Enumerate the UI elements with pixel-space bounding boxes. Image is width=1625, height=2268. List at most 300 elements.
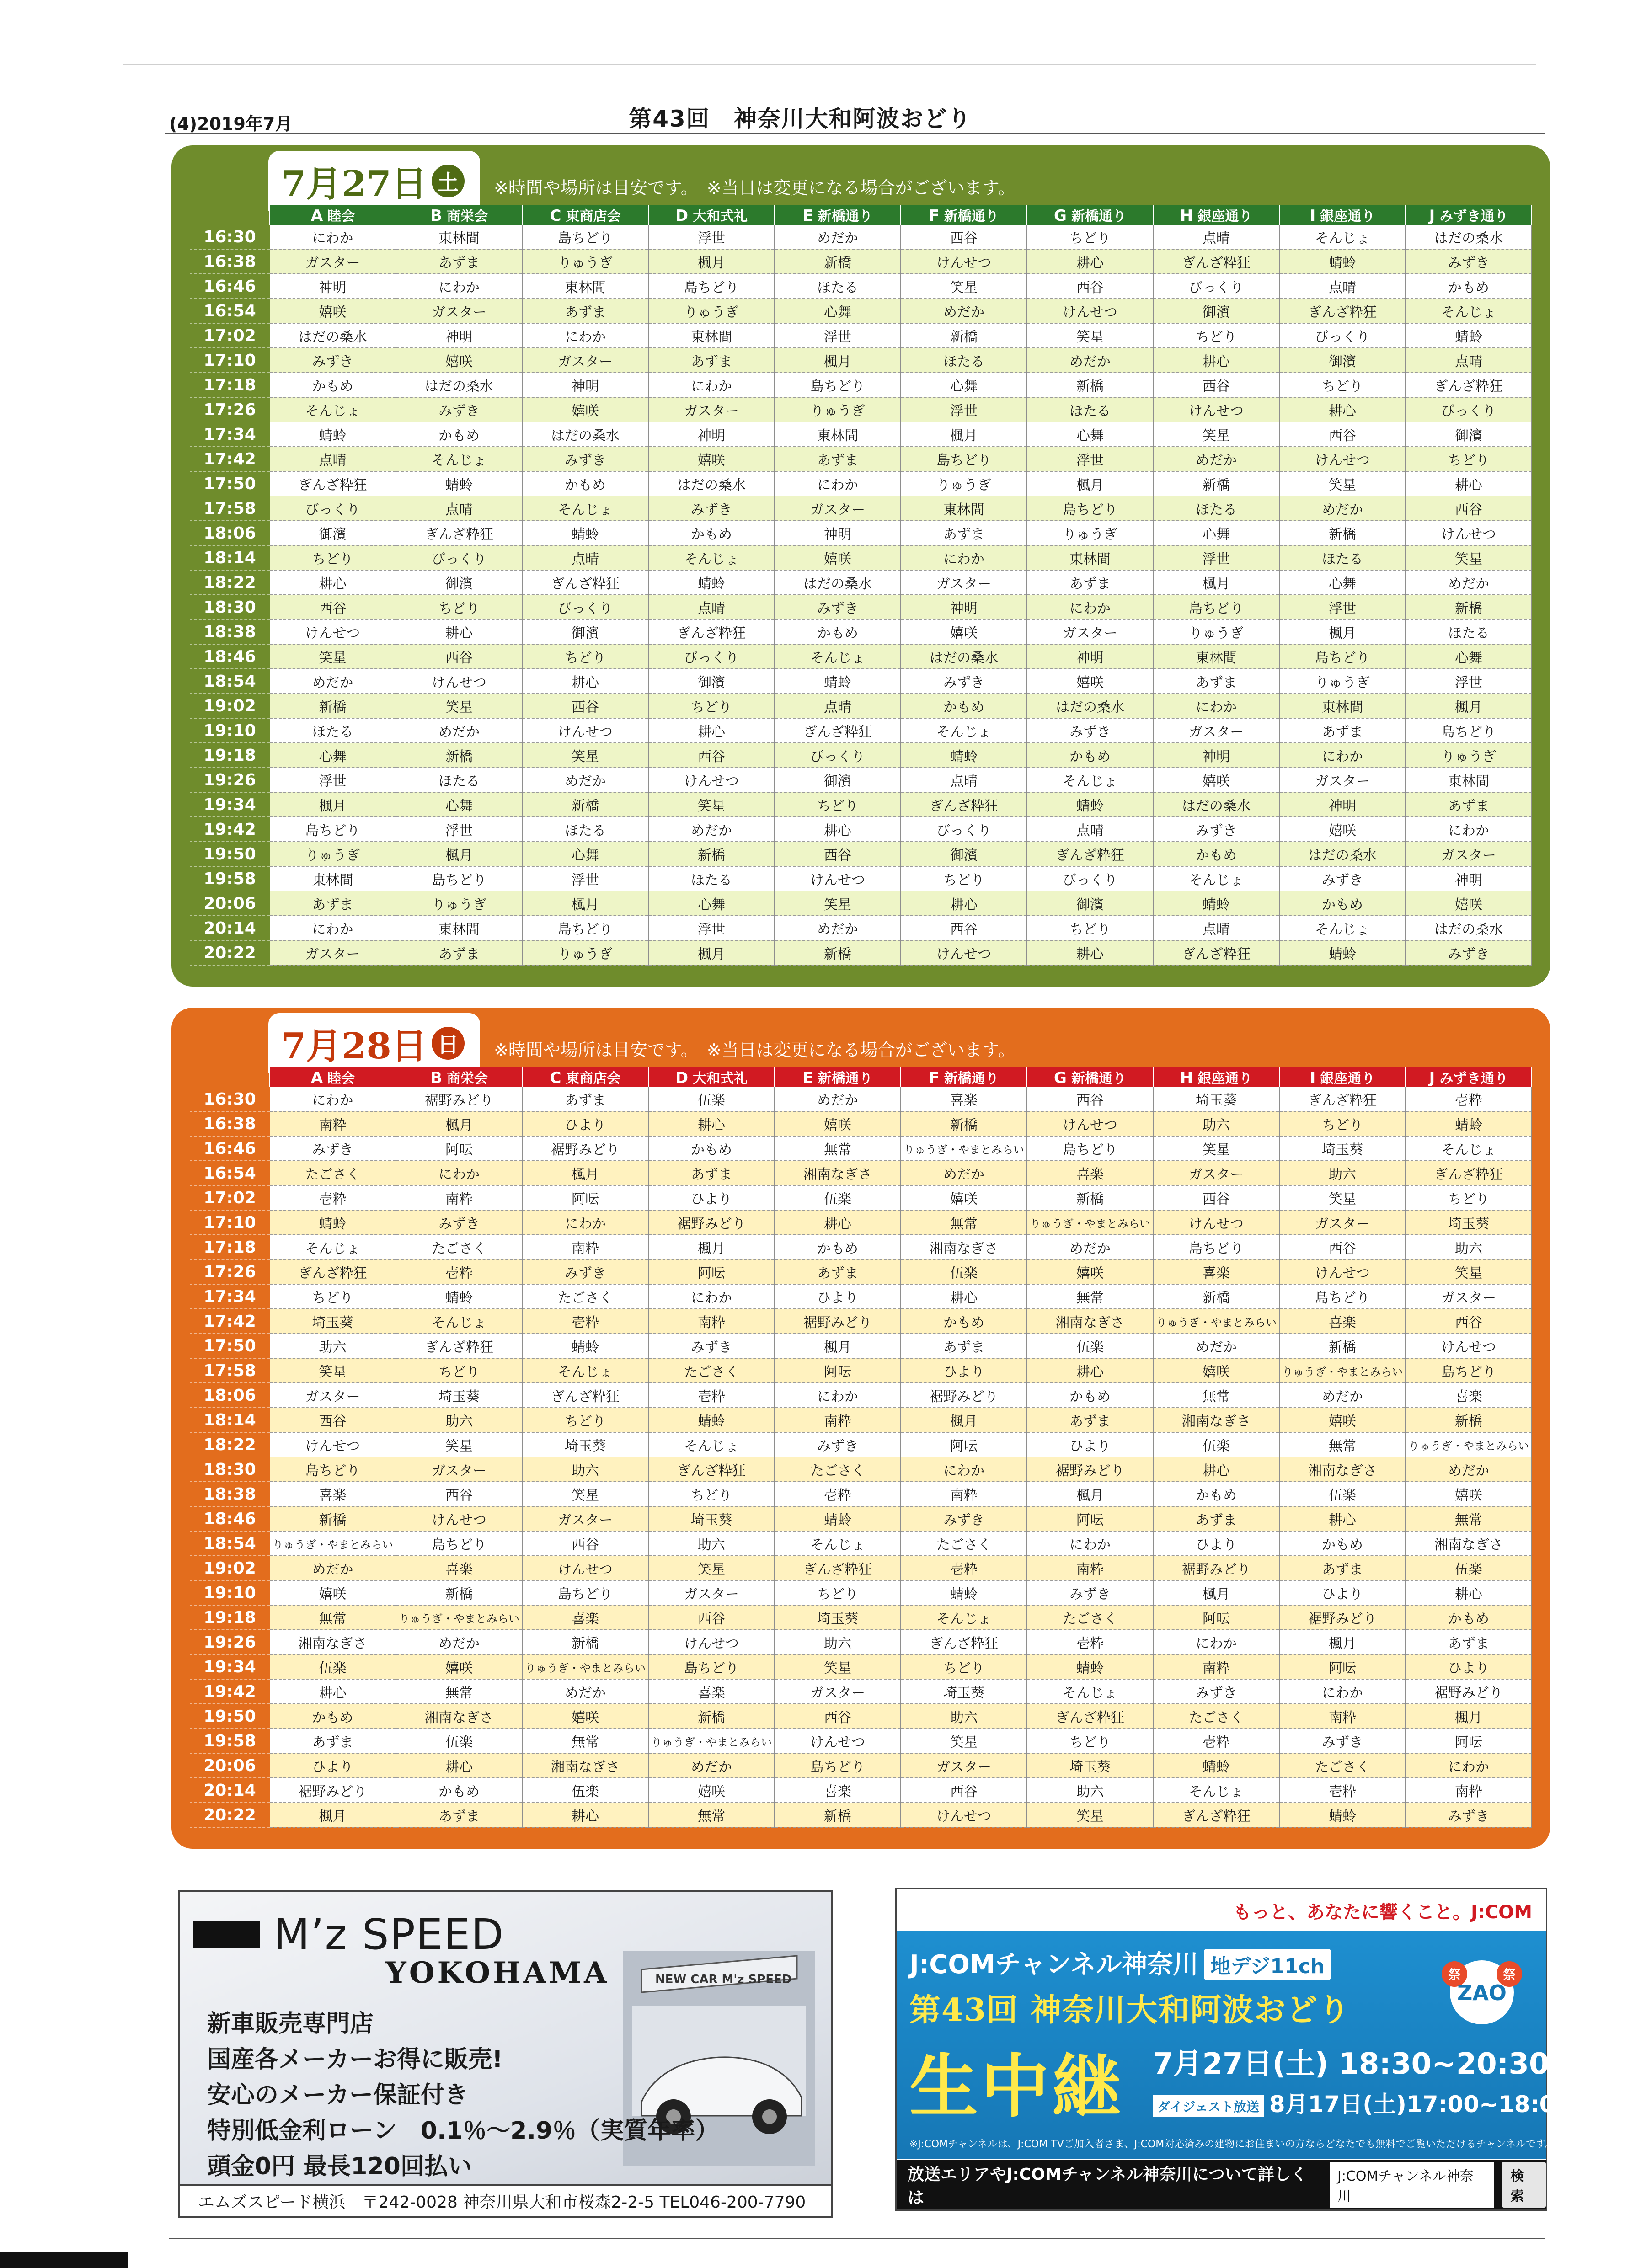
schedule-row [190, 595, 1532, 619]
team-cell: 嬉咲 [1406, 1482, 1532, 1506]
team-cell: 神明 [775, 521, 901, 545]
team-cell: 蜻蛉 [901, 1580, 1027, 1605]
team-cell: ガスター [522, 1506, 648, 1531]
team-cell: そんじょ [901, 718, 1027, 743]
team-cell: 新橋 [522, 1630, 648, 1654]
schedule-row [190, 1358, 1532, 1383]
team-cell: けんせつ [1153, 397, 1279, 422]
team-cell: みずき [522, 1259, 648, 1284]
team-cell: あずま [648, 348, 775, 373]
team-cell: りゅうぎ・やまとみらい [648, 1729, 775, 1753]
column-name: 新橋通り [944, 1071, 999, 1087]
schedule-row [190, 1210, 1532, 1235]
team-cell: 裾野みどり [648, 1210, 775, 1235]
team-cell: 笑星 [775, 891, 901, 916]
time-cell: 17:34 [190, 1284, 270, 1309]
column-name: 銀座通り [1320, 208, 1375, 224]
team-cell: 伍楽 [1153, 1432, 1279, 1457]
team-cell: かもめ [1279, 1531, 1406, 1556]
team-cell: かもめ [648, 1136, 775, 1161]
time-cell: 19:50 [190, 1704, 270, 1729]
team-cell: かもめ [775, 1235, 901, 1259]
team-cell: 耕心 [1279, 1506, 1406, 1531]
team-cell: 浮世 [1027, 447, 1153, 471]
team-cell: 蜻蛉 [1027, 792, 1153, 817]
team-cell: 島ちどり [1406, 718, 1532, 743]
team-cell: りゅうぎ [1153, 619, 1279, 644]
schedule-row [190, 545, 1532, 570]
team-cell: そんじょ [1027, 768, 1153, 792]
team-cell: そんじょ [775, 644, 901, 669]
sunday-schedule-table [190, 1067, 1532, 1828]
team-cell: 西谷 [396, 1482, 522, 1506]
zao-mascot-icon [1436, 1949, 1528, 2031]
column-letter: C [550, 207, 561, 225]
team-cell: 南粋 [1153, 1654, 1279, 1679]
team-cell: めだか [1406, 570, 1532, 595]
team-cell: にわか [522, 323, 648, 348]
schedule-row [190, 1259, 1532, 1284]
team-cell: あずま [775, 1259, 901, 1284]
team-cell: りゅうぎ [648, 299, 775, 323]
team-cell: 嬉咲 [522, 1704, 648, 1729]
team-cell: みずき [901, 1506, 1027, 1531]
schedule-row [190, 1161, 1532, 1185]
schedule-row [190, 1235, 1532, 1259]
column-letter: C [550, 1069, 561, 1087]
schedule-row [190, 1185, 1532, 1210]
team-cell: 蜻蛉 [1279, 249, 1406, 274]
team-cell: ガスター [1153, 1161, 1279, 1185]
team-cell: 心舞 [1279, 570, 1406, 595]
team-cell: 南粋 [396, 1185, 522, 1210]
team-cell: 浮世 [648, 225, 775, 249]
column-letter: F [929, 207, 940, 225]
team-cell: 蜻蛉 [648, 1408, 775, 1432]
team-cell: 西谷 [901, 225, 1027, 249]
team-cell: びっくり [270, 496, 396, 521]
team-cell: 裾野みどり [1027, 1457, 1153, 1482]
schedule-row [190, 397, 1532, 422]
team-cell: めだか [1279, 1383, 1406, 1408]
column-header-f [901, 1067, 1027, 1087]
team-cell: 無常 [648, 1803, 775, 1827]
schedule-row [190, 1531, 1532, 1556]
team-cell: そんじょ [270, 1235, 396, 1259]
mzspeed-features [207, 2006, 719, 2184]
team-cell: 南粋 [648, 1309, 775, 1334]
team-cell: かもめ [648, 521, 775, 545]
team-cell: 喜楽 [270, 1482, 396, 1506]
team-cell: りゅうぎ [1406, 743, 1532, 768]
team-cell: ちどり [648, 1482, 775, 1506]
time-cell: 19:42 [190, 817, 270, 842]
time-cell: 18:54 [190, 1531, 270, 1556]
team-cell: ガスター [901, 570, 1027, 595]
team-cell: 楓月 [522, 1161, 648, 1185]
column-header-c [522, 205, 648, 225]
team-cell: 点晴 [648, 595, 775, 619]
team-cell: 神明 [1279, 792, 1406, 817]
team-cell: 蜻蛉 [1406, 1111, 1532, 1136]
team-cell: 島ちどり [1027, 496, 1153, 521]
team-cell: あずま [1153, 669, 1279, 694]
team-cell: 新橋 [648, 842, 775, 866]
team-cell: 裾野みどり [1406, 1679, 1532, 1704]
team-cell: 神明 [1153, 743, 1279, 768]
team-cell: 伍楽 [1279, 1482, 1406, 1506]
schedule-row [190, 225, 1532, 249]
team-cell: にわか [775, 471, 901, 496]
team-cell: たごさく [396, 1235, 522, 1259]
team-cell: 阿呍 [648, 1259, 775, 1284]
team-cell: 御濱 [901, 842, 1027, 866]
time-cell: 17:26 [190, 397, 270, 422]
team-cell: 湘南なぎさ [270, 1630, 396, 1654]
team-cell: 笑星 [1027, 323, 1153, 348]
team-cell: 神明 [648, 422, 775, 447]
team-cell: ちどり [775, 1580, 901, 1605]
team-cell: 耕心 [1027, 1358, 1153, 1383]
team-cell: ガスター [648, 1580, 775, 1605]
team-cell: 湘南なぎさ [1406, 1531, 1532, 1556]
team-cell: そんじょ [648, 1432, 775, 1457]
team-cell: 東林間 [1153, 644, 1279, 669]
column-header-a [270, 1067, 396, 1087]
team-cell: あずま [775, 447, 901, 471]
team-cell: 楓月 [901, 422, 1027, 447]
team-cell: 喜楽 [1279, 1309, 1406, 1334]
team-cell: 伍楽 [522, 1778, 648, 1803]
team-cell: 阿呍 [1279, 1654, 1406, 1679]
team-cell: 島ちどり [522, 916, 648, 940]
team-cell: 壱粋 [775, 1482, 901, 1506]
schedule-row [190, 1679, 1532, 1704]
team-cell: 浮世 [1279, 595, 1406, 619]
team-cell: 埼玉葵 [901, 1679, 1027, 1704]
team-cell: 耕心 [901, 1284, 1027, 1309]
saturday-date-tab [268, 151, 480, 211]
schedule-row [190, 1729, 1532, 1753]
team-cell: ほたる [648, 866, 775, 891]
team-cell: ぎんざ粋狂 [1027, 842, 1153, 866]
team-cell: そんじょ [396, 1309, 522, 1334]
team-cell: ちどり [1153, 323, 1279, 348]
team-cell: 楓月 [901, 1408, 1027, 1432]
team-cell: 嬉咲 [522, 397, 648, 422]
team-cell: 新橋 [901, 323, 1027, 348]
team-cell: 助六 [1279, 1161, 1406, 1185]
team-cell: 埼玉葵 [1406, 1210, 1532, 1235]
schedule-row [190, 274, 1532, 299]
logo-block [193, 1921, 260, 1948]
column-name: 銀座通り [1320, 1071, 1375, 1087]
team-cell: めだか [901, 299, 1027, 323]
team-cell: ガスター [775, 1679, 901, 1704]
team-cell: かもめ [901, 694, 1027, 718]
team-cell: 御濱 [775, 768, 901, 792]
team-cell: 耕心 [522, 1803, 648, 1827]
team-cell: そんじょ [1279, 225, 1406, 249]
column-letter: B [430, 207, 442, 225]
team-cell: 東林間 [396, 225, 522, 249]
team-cell: 楓月 [1027, 1482, 1153, 1506]
team-cell: 島ちどり [396, 866, 522, 891]
team-cell: めだか [396, 1630, 522, 1654]
column-header-c [522, 1067, 648, 1087]
team-cell: 蜻蛉 [775, 669, 901, 694]
team-cell: 蜻蛉 [1153, 1753, 1279, 1778]
team-cell: ガスター [1279, 768, 1406, 792]
schedule-row [190, 249, 1532, 274]
mzspeed-line-4: 特別低金利ローン 0.1％～2.9％（実質年率） [207, 2117, 719, 2145]
team-cell: 喜楽 [775, 1778, 901, 1803]
team-cell: 嬉咲 [396, 348, 522, 373]
team-cell: 浮世 [775, 323, 901, 348]
team-cell: 島ちどり [522, 225, 648, 249]
team-cell: にわか [648, 1284, 775, 1309]
schedule-row [190, 669, 1532, 694]
time-cell: 17:02 [190, 1185, 270, 1210]
team-cell: 笑星 [522, 1482, 648, 1506]
team-cell: 助六 [901, 1704, 1027, 1729]
team-cell: 西谷 [396, 644, 522, 669]
team-cell: 湘南なぎさ [1027, 1309, 1153, 1334]
team-cell: みずき [1279, 866, 1406, 891]
team-cell: 埼玉葵 [1279, 1136, 1406, 1161]
team-cell: 楓月 [396, 1111, 522, 1136]
team-cell: ぎんざ粋狂 [396, 1334, 522, 1358]
team-cell: 笑星 [270, 1358, 396, 1383]
team-cell: 蜻蛉 [270, 422, 396, 447]
saturday-day-badge: 土 [432, 165, 465, 197]
team-cell: 楓月 [648, 1235, 775, 1259]
team-cell: 南粋 [1279, 1704, 1406, 1729]
team-cell: 無常 [270, 1605, 396, 1630]
jcom-search-box: J:COMチャンネル神奈川 [1330, 2162, 1494, 2208]
column-name: 銀座通り [1197, 208, 1253, 224]
schedule-row [190, 891, 1532, 916]
time-cell: 18:06 [190, 1383, 270, 1408]
team-cell: 笑星 [270, 644, 396, 669]
team-cell: そんじょ [270, 397, 396, 422]
team-cell: 伍楽 [270, 1654, 396, 1679]
team-cell: 笑星 [1153, 422, 1279, 447]
team-cell: かもめ [1027, 1383, 1153, 1408]
team-cell: あずま [396, 1803, 522, 1827]
sunday-note: ※時間や場所は目安です。 ※当日は変更になる場合がございます。 [494, 1040, 1016, 1060]
team-cell: かもめ [1027, 743, 1153, 768]
team-cell: 伍楽 [1406, 1556, 1532, 1580]
schedule-row [190, 792, 1532, 817]
team-cell: 西谷 [270, 1408, 396, 1432]
team-cell: みずき [648, 1334, 775, 1358]
team-cell: ガスター [648, 397, 775, 422]
column-header-g [1027, 1067, 1153, 1087]
team-cell: 助六 [1027, 1778, 1153, 1803]
team-cell: めだか [648, 1753, 775, 1778]
team-cell: 御濱 [270, 521, 396, 545]
schedule-row [190, 1432, 1532, 1457]
team-cell: あずま [648, 1161, 775, 1185]
team-cell: にわか [1027, 1531, 1153, 1556]
team-cell: ちどり [901, 1654, 1027, 1679]
jcom-live-label: 生中継 [909, 2046, 1124, 2127]
schedule-row [190, 1556, 1532, 1580]
time-cell: 19:50 [190, 842, 270, 866]
team-cell: 耕心 [1027, 940, 1153, 965]
team-cell: 壱粋 [1406, 1087, 1532, 1111]
column-letter: J [1429, 1069, 1435, 1087]
time-cell: 17:42 [190, 447, 270, 471]
time-cell: 17:58 [190, 1358, 270, 1383]
time-cell: 17:18 [190, 1235, 270, 1259]
zao-mascot-text: ZAO [1457, 1980, 1507, 2005]
team-cell: 心舞 [1406, 644, 1532, 669]
schedule-row [190, 743, 1532, 768]
team-cell: りゅうぎ・やまとみらい [270, 1531, 396, 1556]
team-cell: 西谷 [1027, 1087, 1153, 1111]
team-cell: 蜻蛉 [396, 471, 522, 496]
team-cell: あずま [1027, 570, 1153, 595]
schedule-row [190, 1778, 1532, 1803]
team-cell: 西谷 [901, 1778, 1027, 1803]
team-cell: 阿呍 [901, 1432, 1027, 1457]
team-cell: 笑星 [1279, 471, 1406, 496]
team-cell: 耕心 [1406, 471, 1532, 496]
team-cell: ガスター [1153, 718, 1279, 743]
team-cell: あずま [1279, 1556, 1406, 1580]
schedule-row [190, 348, 1532, 373]
team-cell: びっくり [1027, 866, 1153, 891]
team-cell: 御濱 [396, 570, 522, 595]
team-cell: ガスター [1027, 619, 1153, 644]
team-cell: 阿呍 [522, 1185, 648, 1210]
team-cell: かもめ [396, 422, 522, 447]
team-cell: 東林間 [775, 422, 901, 447]
team-cell: ちどり [396, 595, 522, 619]
team-cell: 新橋 [1027, 373, 1153, 397]
team-cell: ぎんざ粋狂 [396, 521, 522, 545]
team-cell: 南粋 [901, 1482, 1027, 1506]
schedule-row [190, 644, 1532, 669]
team-cell: にわか [775, 1383, 901, 1408]
schedule-row [190, 1630, 1532, 1654]
team-cell: あずま [270, 1729, 396, 1753]
mzspeed-city: YOKOHAMA [385, 1956, 609, 1990]
team-cell: かもめ [1406, 1605, 1532, 1630]
time-cell: 18:54 [190, 669, 270, 694]
jcom-bar-text: 放送エリアやJ:COMチャンネル神奈川について詳しくは [908, 2165, 1307, 2207]
team-cell: ガスター [1279, 1210, 1406, 1235]
team-cell: ほたる [1406, 619, 1532, 644]
mzspeed-logo [193, 1910, 504, 1959]
bottom-rule [169, 2238, 1545, 2239]
team-cell: 無常 [1153, 1383, 1279, 1408]
team-cell: 南粋 [1027, 1556, 1153, 1580]
time-cell: 17:02 [190, 323, 270, 348]
saturday-header-row [190, 205, 1532, 225]
team-cell: ぎんざ粋狂 [1279, 1087, 1406, 1111]
team-cell: 楓月 [648, 249, 775, 274]
team-cell: 新橋 [775, 1803, 901, 1827]
team-cell: 新橋 [1279, 521, 1406, 545]
team-cell: 嬉咲 [775, 1111, 901, 1136]
team-cell: 東林間 [648, 323, 775, 348]
team-cell: けんせつ [396, 1506, 522, 1531]
time-cell: 17:42 [190, 1309, 270, 1334]
team-cell: ぎんざ粋狂 [1279, 299, 1406, 323]
team-cell: ぎんざ粋狂 [1406, 1161, 1532, 1185]
time-column-header [190, 205, 270, 225]
team-cell: かもめ [901, 1309, 1027, 1334]
team-cell: 心舞 [648, 891, 775, 916]
team-cell: 楓月 [1279, 1630, 1406, 1654]
team-cell: けんせつ [1406, 521, 1532, 545]
schedule-row [190, 1580, 1532, 1605]
team-cell: けんせつ [901, 1803, 1027, 1827]
team-cell: ぎんざ粋狂 [1153, 1803, 1279, 1827]
team-cell: ちどり [1406, 1185, 1532, 1210]
time-cell: 18:06 [190, 521, 270, 545]
team-cell: 蜻蛉 [1279, 1803, 1406, 1827]
team-cell: 裾野みどり [1153, 1556, 1279, 1580]
time-cell: 17:50 [190, 471, 270, 496]
time-cell: 17:26 [190, 1259, 270, 1284]
team-cell: ぎんざ粋狂 [522, 1383, 648, 1408]
team-cell: 点晴 [775, 694, 901, 718]
team-cell: たごさく [1027, 1605, 1153, 1630]
team-cell: 蜻蛉 [522, 521, 648, 545]
team-cell: びっくり [1406, 397, 1532, 422]
team-cell: あずま [522, 1087, 648, 1111]
time-cell: 20:06 [190, 891, 270, 916]
schedule-row [190, 299, 1532, 323]
team-cell: 新橋 [1027, 1185, 1153, 1210]
team-cell: 蜻蛉 [1153, 891, 1279, 916]
column-letter: F [929, 1069, 940, 1087]
team-cell: 嬉咲 [1279, 817, 1406, 842]
schedule-row [190, 447, 1532, 471]
team-cell: けんせつ [396, 669, 522, 694]
team-cell: 浮世 [1406, 669, 1532, 694]
team-cell: 楓月 [1406, 1704, 1532, 1729]
time-cell: 18:14 [190, 545, 270, 570]
team-cell: 蜻蛉 [1279, 940, 1406, 965]
team-cell: ぎんざ粋狂 [1027, 1704, 1153, 1729]
team-cell: 伍楽 [396, 1729, 522, 1753]
team-cell: ガスター [1406, 1284, 1532, 1309]
column-name: 銀座通り [1197, 1071, 1253, 1087]
team-cell: 笑星 [1279, 1185, 1406, 1210]
time-cell: 18:14 [190, 1408, 270, 1432]
team-cell: 埼玉葵 [270, 1309, 396, 1334]
team-cell: 笑星 [1406, 1259, 1532, 1284]
team-cell: ちどり [1406, 447, 1532, 471]
team-cell: 耕心 [775, 1210, 901, 1235]
team-cell: 西谷 [1279, 1235, 1406, 1259]
time-cell: 16:38 [190, 249, 270, 274]
column-letter: I [1310, 207, 1316, 225]
team-cell: 新橋 [1153, 1284, 1279, 1309]
team-cell: 嬉咲 [648, 447, 775, 471]
jcom-tagline: もっと、あなたに響くこと。J:COM [1233, 1902, 1532, 1923]
team-cell: 伍楽 [901, 1259, 1027, 1284]
jcom-digest-time: 8月17日(土)17:00~18:00 ほか [1269, 2091, 1625, 2118]
team-cell: ちどり [775, 792, 901, 817]
team-cell: 神明 [270, 274, 396, 299]
column-header-b [396, 1067, 522, 1087]
